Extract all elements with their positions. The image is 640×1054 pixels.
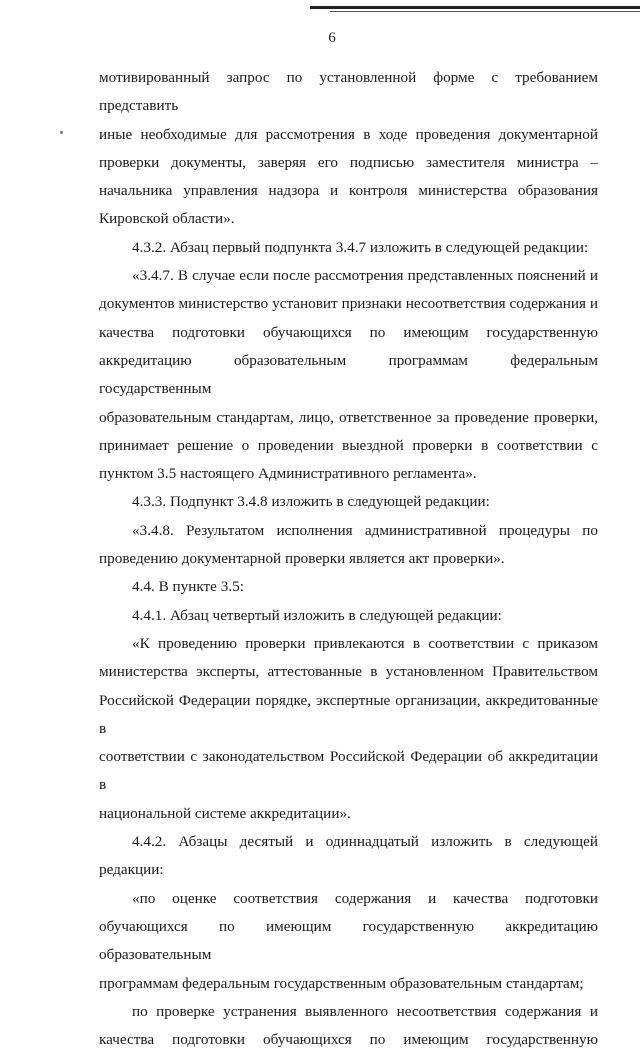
document-line: программам федеральным государственным образовательным стандартам;: [99, 974, 584, 992]
document-line: Кировской области».: [99, 210, 235, 228]
document-line: начальника управления надзора и контроля министерства образования: [99, 182, 598, 200]
document-line: обучающихся по имеющим государственную аккредитацию образовательным: [99, 917, 598, 964]
document-line: пунктом 3.5 настоящего Административного регламента».: [99, 465, 477, 483]
document-line: мотивированный запрос по установленной форме с требованием представить: [99, 69, 598, 115]
document-line: качества подготовки обучающихся по имеющим государственную: [99, 1031, 598, 1049]
document-line: 4.4.1. Абзац четвертый изложить в следующей редакции:: [132, 606, 502, 624]
document-line: министерства эксперты, аттестованные в установленном Правительством: [99, 663, 598, 681]
document-line: соответствии с законодательством Российской Федерации об аккредитации в: [99, 748, 598, 794]
document-line: аккредитацию образовательным программам федеральным государственным: [99, 351, 598, 398]
document-line: принимает решение о проведении выездной проверки в соответствии с: [99, 436, 598, 454]
document-line: проверки документы, заверяя его подписью заместителя министра –: [99, 153, 598, 171]
document-line: национальной системе аккредитации».: [99, 804, 351, 822]
document-body: [99, 64, 598, 1054]
document-line: «К проведению проверки привлекаются в соответствии с приказом: [132, 634, 598, 652]
document-line: проведению документарной проверки является акт проверки».: [99, 550, 505, 568]
document-line: 4.3.2. Абзац первый подпункта 3.4.7 изложить в следующей редакции:: [132, 238, 589, 256]
document-line: «3.4.7. В случае если после рассмотрения представленных пояснений и: [132, 267, 598, 285]
document-line: Российской Федерации порядке, экспертные организации, аккредитованные в: [99, 691, 598, 737]
document-line: качества подготовки обучающихся по имеющим государственную: [99, 323, 598, 341]
document-line: по проверке устранения выявленного несоответствия содержания и: [132, 1002, 598, 1020]
document-line: иные необходимые для рассмотрения в ходе проведения документарной: [99, 125, 598, 143]
document-line: 4.4. В пункте 3.5:: [132, 578, 244, 596]
header-rule: [310, 6, 640, 9]
page-number: 6: [328, 30, 336, 46]
header-rule-thin: [330, 11, 640, 12]
document-line: образовательным стандартам, лицо, ответственное за проведение проверки,: [99, 408, 598, 426]
document-line: «по оценке соответствия содержания и качества подготовки: [132, 889, 598, 907]
document-line: 4.4.2. Абзацы десятый и одиннадцатый изложить в следующей: [132, 833, 598, 851]
document-line: документов министерство установит признаки несоответствия содержания и: [99, 295, 598, 313]
document-line: 4.3.3. Подпункт 3.4.8 изложить в следующей редакции:: [132, 493, 490, 511]
margin-mark: [60, 131, 63, 134]
document-line: редакции:: [99, 861, 164, 879]
document-line: «3.4.8. Результатом исполнения административной процедуры по: [132, 521, 598, 539]
